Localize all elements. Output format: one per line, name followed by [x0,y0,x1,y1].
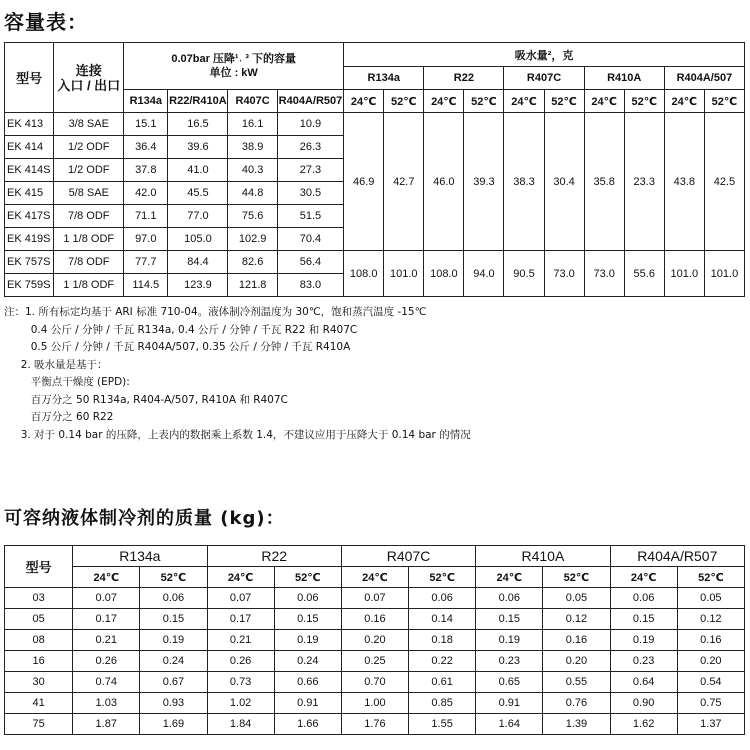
absorption-cell: 23.3 [624,113,664,251]
t2-value-cell: 0.54 [677,672,744,693]
model-cell: EK 414 [5,136,54,159]
capacity-cell: 121.8 [228,274,277,297]
absorption-cell: 101.0 [384,251,424,297]
absorption-cell: 73.0 [544,251,584,297]
t2-value-cell: 0.15 [140,609,207,630]
t2-temp-header: 52℃ [409,567,476,588]
table-row [5,630,745,651]
capacity-cell: 40.3 [228,159,277,182]
connection-cell: 1/2 ODF [54,136,124,159]
note-line: 0.5 公斤 / 分钟 / 千瓦 R404A/507, 0.35 公斤 / 分钟 / 千瓦 R410A [4,341,351,353]
absorption-cell: 94.0 [464,251,504,297]
absorption-cell: 46.9 [344,113,384,251]
table-row [5,714,745,735]
t2-value-cell: 0.93 [140,693,207,714]
capacity-cell: 27.3 [277,159,343,182]
temp-header: 24℃ [504,90,544,113]
capacity-table-title: 容量表： [4,10,88,34]
t2-temp-header: 24℃ [610,567,677,588]
table-row [5,251,745,274]
t2-value-cell: 0.21 [73,630,140,651]
t2-temp-header: 52℃ [677,567,744,588]
t2-value-cell: 0.05 [543,588,610,609]
note-line: 平衡点干燥度 (EPD): [4,376,130,388]
capacity-cell: 82.6 [228,251,277,274]
capacity-cell: 30.5 [277,182,343,205]
capacity-cell: 123.9 [168,274,228,297]
table-row [5,672,745,693]
t2-model-cell: 30 [5,672,73,693]
t2-model-cell: 41 [5,693,73,714]
absorption-cell: 42.7 [384,113,424,251]
t2-value-cell: 1.39 [543,714,610,735]
t2-value-cell: 0.75 [677,693,744,714]
t2-value-cell: 0.70 [341,672,408,693]
model-cell: EK 413 [5,113,54,136]
temp-header: 52℃ [624,90,664,113]
t2-value-cell: 1.66 [274,714,341,735]
capacity-refrigerant-header: R404A/R507 [277,90,343,113]
t2-temp-header: 52℃ [140,567,207,588]
t2-value-cell: 0.64 [610,672,677,693]
t2-temp-header: 24℃ [476,567,543,588]
capacity-refrigerant-header: R407C [228,90,277,113]
t2-value-cell: 1.02 [207,693,274,714]
capacity-cell: 45.5 [168,182,228,205]
t2-value-cell: 1.87 [73,714,140,735]
capacity-cell: 41.0 [168,159,228,182]
connection-cell: 5/8 SAE [54,182,124,205]
table-row [5,651,745,672]
absorption-cell: 42.5 [704,113,744,251]
t2-value-cell: 0.07 [73,588,140,609]
absorption-cell: 101.0 [704,251,744,297]
absorption-cell: 30.4 [544,113,584,251]
t2-value-cell: 0.85 [409,693,476,714]
table-row [5,693,745,714]
capacity-cell: 15.1 [124,113,168,136]
t2-value-cell: 0.73 [207,672,274,693]
t2-refrigerant-header: R407C [341,546,475,567]
temp-header: 24℃ [344,90,384,113]
t2-value-cell: 0.19 [610,630,677,651]
t2-value-cell: 0.67 [140,672,207,693]
t2-value-cell: 0.25 [341,651,408,672]
capacity-cell: 42.0 [124,182,168,205]
absorption-cell: 35.8 [584,113,624,251]
t2-value-cell: 1.03 [73,693,140,714]
t2-value-cell: 0.12 [543,609,610,630]
t2-model-cell: 03 [5,588,73,609]
t2-value-cell: 0.16 [341,609,408,630]
abs-ref-header: R404A/507 [664,67,744,90]
capacity-refrigerant-header: R22/R410A [168,90,228,113]
abs-ref-header: R134a [344,67,424,90]
t2-temp-header: 24℃ [207,567,274,588]
t2-value-cell: 0.22 [409,651,476,672]
t2-value-cell: 0.15 [476,609,543,630]
connection-cell: 1 1/8 ODF [54,274,124,297]
t2-value-cell: 0.07 [207,588,274,609]
t2-value-cell: 0.90 [610,693,677,714]
refrigerant-mass-title: 可容纳液体制冷剂的质量 (kg)： [4,508,285,529]
temp-header: 52℃ [384,90,424,113]
t2-temp-header: 52℃ [543,567,610,588]
model-cell: EK 417S [5,205,54,228]
t2-value-cell: 0.14 [409,609,476,630]
absorption-cell: 90.5 [504,251,544,297]
t2-value-cell: 0.12 [677,609,744,630]
t2-value-cell: 0.06 [610,588,677,609]
t2-refrigerant-header: R404A/R507 [610,546,744,567]
connection-cell: 1/2 ODF [54,159,124,182]
t2-value-cell: 0.26 [207,651,274,672]
t2-value-cell: 0.16 [543,630,610,651]
t2-refrigerant-header: R22 [207,546,341,567]
connection-cell: 3/8 SAE [54,113,124,136]
t2-value-cell: 0.76 [543,693,610,714]
t2-value-cell: 1.76 [341,714,408,735]
capacity-cell: 56.4 [277,251,343,274]
t2-value-cell: 0.06 [476,588,543,609]
connection-cell: 1 1/8 ODF [54,228,124,251]
t2-model-cell: 08 [5,630,73,651]
capacity-cell: 37.8 [124,159,168,182]
capacity-table [4,42,745,297]
note-line: 0.4 公斤 / 分钟 / 千瓦 R134a, 0.4 公斤 / 分钟 / 千瓦 R22 和 R407C [4,323,358,336]
t2-value-cell: 0.19 [274,630,341,651]
t2-value-cell: 0.65 [476,672,543,693]
note-line: 百万分之 60 R22 [4,411,114,423]
t2-temp-header: 52℃ [274,567,341,588]
temp-header: 24℃ [664,90,704,113]
header-connection: 连接 入口 / 出口 [54,43,124,113]
note-line: 2. 吸水量是基于： [4,358,108,371]
t2-value-cell: 0.16 [677,630,744,651]
model-cell: EK 757S [5,251,54,274]
abs-ref-header: R407C [504,67,584,90]
model-cell: EK 759S [5,274,54,297]
t2-value-cell: 1.84 [207,714,274,735]
t2-value-cell: 0.61 [409,672,476,693]
t2-value-cell: 0.06 [140,588,207,609]
temp-header: 24℃ [424,90,464,113]
t2-value-cell: 0.17 [207,609,274,630]
absorption-cell: 73.0 [584,251,624,297]
t2-value-cell: 0.19 [140,630,207,651]
capacity-cell: 38.9 [228,136,277,159]
t2-value-cell: 1.62 [610,714,677,735]
absorption-cell: 38.3 [504,113,544,251]
capacity-cell: 10.9 [277,113,343,136]
t2-value-cell: 0.20 [677,651,744,672]
abs-ref-header: R22 [424,67,504,90]
t2-model-cell: 16 [5,651,73,672]
temp-header: 52℃ [464,90,504,113]
temp-header: 24℃ [584,90,624,113]
t2-value-cell: 0.06 [409,588,476,609]
temp-header: 52℃ [544,90,584,113]
t2-refrigerant-header: R134a [73,546,207,567]
t2-temp-header: 24℃ [73,567,140,588]
temp-header: 52℃ [704,90,744,113]
capacity-cell: 44.8 [228,182,277,205]
t2-value-cell: 0.91 [274,693,341,714]
note-line: 注：1. 所有标定均基于 ARI 标准 710-04。液体制冷剂温度为 30℃，饱和蒸汽温度 -15℃ [4,306,427,318]
capacity-cell: 16.1 [228,113,277,136]
t2-value-cell: 0.91 [476,693,543,714]
t2-value-cell: 0.21 [207,630,274,651]
capacity-cell: 75.6 [228,205,277,228]
capacity-cell: 77.7 [124,251,168,274]
t2-value-cell: 0.18 [409,630,476,651]
absorption-cell: 108.0 [344,251,384,297]
capacity-cell: 70.4 [277,228,343,251]
t2-refrigerant-header: R410A [476,546,610,567]
header-water-absorption: 吸水量²，克 [344,43,745,67]
capacity-cell: 36.4 [124,136,168,159]
t2-value-cell: 0.23 [476,651,543,672]
capacity-cell: 97.0 [124,228,168,251]
capacity-cell: 102.9 [228,228,277,251]
capacity-cell: 77.0 [168,205,228,228]
model-cell: EK 414S [5,159,54,182]
t2-value-cell: 0.06 [274,588,341,609]
table-row [5,113,745,136]
abs-ref-header: R410A [584,67,664,90]
note-line: 3. 对于 0.14 bar 的压降，上表内的数据乘上系数 1.4，不建议应用于压降大于 0.14 bar 的情况 [4,428,471,441]
t2-value-cell: 0.20 [341,630,408,651]
refrigerant-mass-table [4,545,745,735]
t2-value-cell: 1.37 [677,714,744,735]
model-cell: EK 419S [5,228,54,251]
connection-cell: 7/8 ODF [54,205,124,228]
t2-model-cell: 75 [5,714,73,735]
t2-value-cell: 1.00 [341,693,408,714]
absorption-cell: 55.6 [624,251,664,297]
absorption-cell: 101.0 [664,251,704,297]
capacity-cell: 84.4 [168,251,228,274]
table-row [5,609,745,630]
t2-value-cell: 0.23 [610,651,677,672]
header-model: 型号 [5,43,54,113]
capacity-cell: 26.3 [277,136,343,159]
absorption-cell: 108.0 [424,251,464,297]
model-cell: EK 415 [5,182,54,205]
capacity-cell: 39.6 [168,136,228,159]
capacity-cell: 83.0 [277,274,343,297]
t2-value-cell: 0.24 [274,651,341,672]
t2-value-cell: 0.19 [476,630,543,651]
absorption-cell: 43.8 [664,113,704,251]
capacity-cell: 105.0 [168,228,228,251]
t2-value-cell: 0.20 [543,651,610,672]
capacity-cell: 71.1 [124,205,168,228]
note-line: 百万分之 50 R134a, R404-A/507, R410A 和 R407C [4,393,288,406]
capacity-cell: 16.5 [168,113,228,136]
notes [4,304,471,444]
t2-value-cell: 0.07 [341,588,408,609]
t2-model-cell: 05 [5,609,73,630]
t2-value-cell: 0.05 [677,588,744,609]
t2-value-cell: 1.64 [476,714,543,735]
t2-value-cell: 0.15 [610,609,677,630]
table-row [5,588,745,609]
t2-value-cell: 0.74 [73,672,140,693]
capacity-cell: 51.5 [277,205,343,228]
t2-value-cell: 0.66 [274,672,341,693]
header-capacity: 0.07bar 压降¹˒ ³ 下的容量 单位 : kW [124,43,344,90]
t2-value-cell: 1.69 [140,714,207,735]
absorption-cell: 46.0 [424,113,464,251]
t2-value-cell: 0.24 [140,651,207,672]
connection-cell: 7/8 ODF [54,251,124,274]
t2-value-cell: 0.26 [73,651,140,672]
t2-temp-header: 24℃ [341,567,408,588]
capacity-refrigerant-header: R134a [124,90,168,113]
t2-value-cell: 0.17 [73,609,140,630]
t2-value-cell: 0.15 [274,609,341,630]
capacity-cell: 114.5 [124,274,168,297]
absorption-cell: 39.3 [464,113,504,251]
t2-header-model: 型号 [5,546,73,588]
t2-value-cell: 1.55 [409,714,476,735]
t2-value-cell: 0.55 [543,672,610,693]
